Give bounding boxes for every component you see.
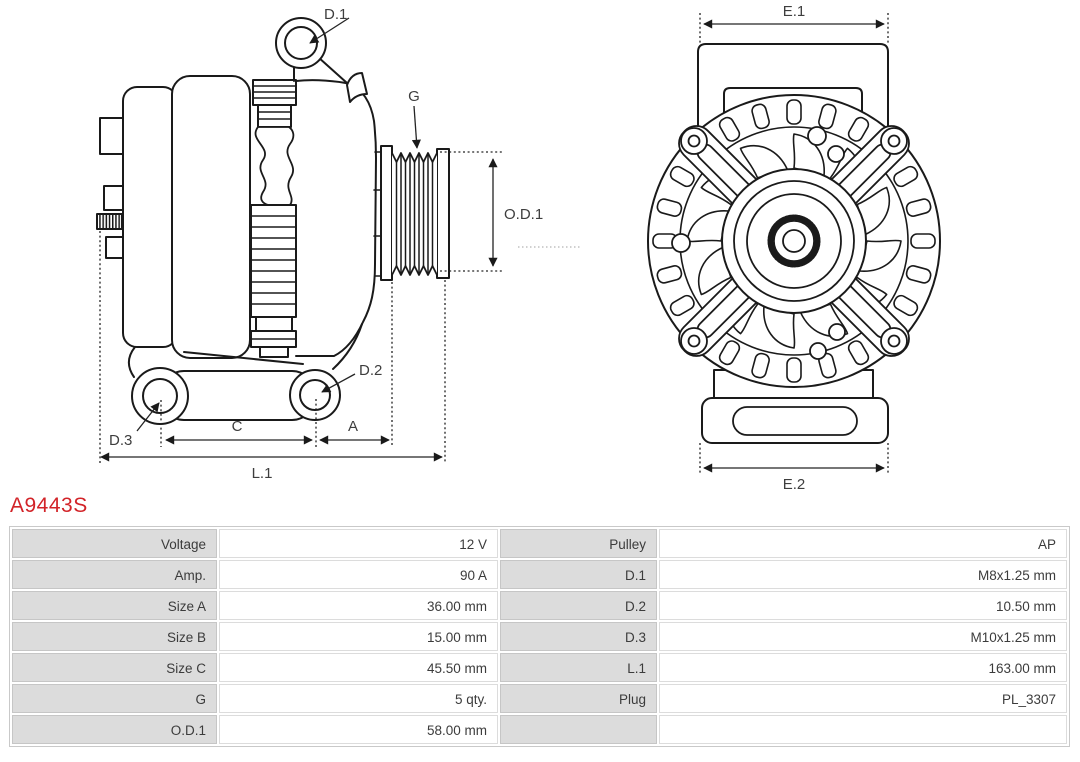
- dim-label-d2: D.2: [359, 362, 383, 379]
- dim-label-e2: E.2: [782, 476, 806, 493]
- spec-label: D.2: [500, 591, 657, 620]
- spec-value: AP: [659, 529, 1067, 558]
- spec-value: M8x1.25 mm: [659, 560, 1067, 589]
- dim-label-g: G: [408, 88, 420, 105]
- spec-value: 10.50 mm: [659, 591, 1067, 620]
- spec-value: PL_3307: [659, 684, 1067, 713]
- spec-label: D.1: [500, 560, 657, 589]
- spec-label: Size A: [12, 591, 217, 620]
- spec-label: L.1: [500, 653, 657, 682]
- part-number: A9443S: [10, 494, 88, 517]
- side-view: [97, 18, 449, 424]
- dim-label-d1: D.1: [324, 6, 348, 23]
- front-view: [648, 44, 940, 443]
- dim-label-c: C: [231, 418, 243, 435]
- spec-label: Plug: [500, 684, 657, 713]
- spec-value: M10x1.25 mm: [659, 622, 1067, 651]
- spec-value: 15.00 mm: [219, 622, 498, 651]
- spec-label: G: [12, 684, 217, 713]
- spec-table: [9, 526, 1070, 747]
- spec-label: [500, 715, 657, 744]
- spec-value: 163.00 mm: [659, 653, 1067, 682]
- spec-label: O.D.1: [12, 715, 217, 744]
- spec-value: 90 A: [219, 560, 498, 589]
- spec-value: 12 V: [219, 529, 498, 558]
- dim-label-d3: D.3: [109, 432, 133, 449]
- spec-value: 58.00 mm: [219, 715, 498, 744]
- spec-label: Size C: [12, 653, 217, 682]
- spec-label: Voltage: [12, 529, 217, 558]
- dim-label-e1: E.1: [782, 3, 806, 20]
- spec-value: 45.50 mm: [219, 653, 498, 682]
- dim-label-a: A: [347, 418, 359, 435]
- spec-label: D.3: [500, 622, 657, 651]
- spec-value: [659, 715, 1067, 744]
- spec-value: 5 qty.: [219, 684, 498, 713]
- spec-label: Size B: [12, 622, 217, 651]
- dim-label-l1: L.1: [251, 465, 273, 482]
- spec-label: Amp.: [12, 560, 217, 589]
- spec-value: 36.00 mm: [219, 591, 498, 620]
- spec-label: Pulley: [500, 529, 657, 558]
- dim-label-od1: O.D.1: [504, 206, 544, 223]
